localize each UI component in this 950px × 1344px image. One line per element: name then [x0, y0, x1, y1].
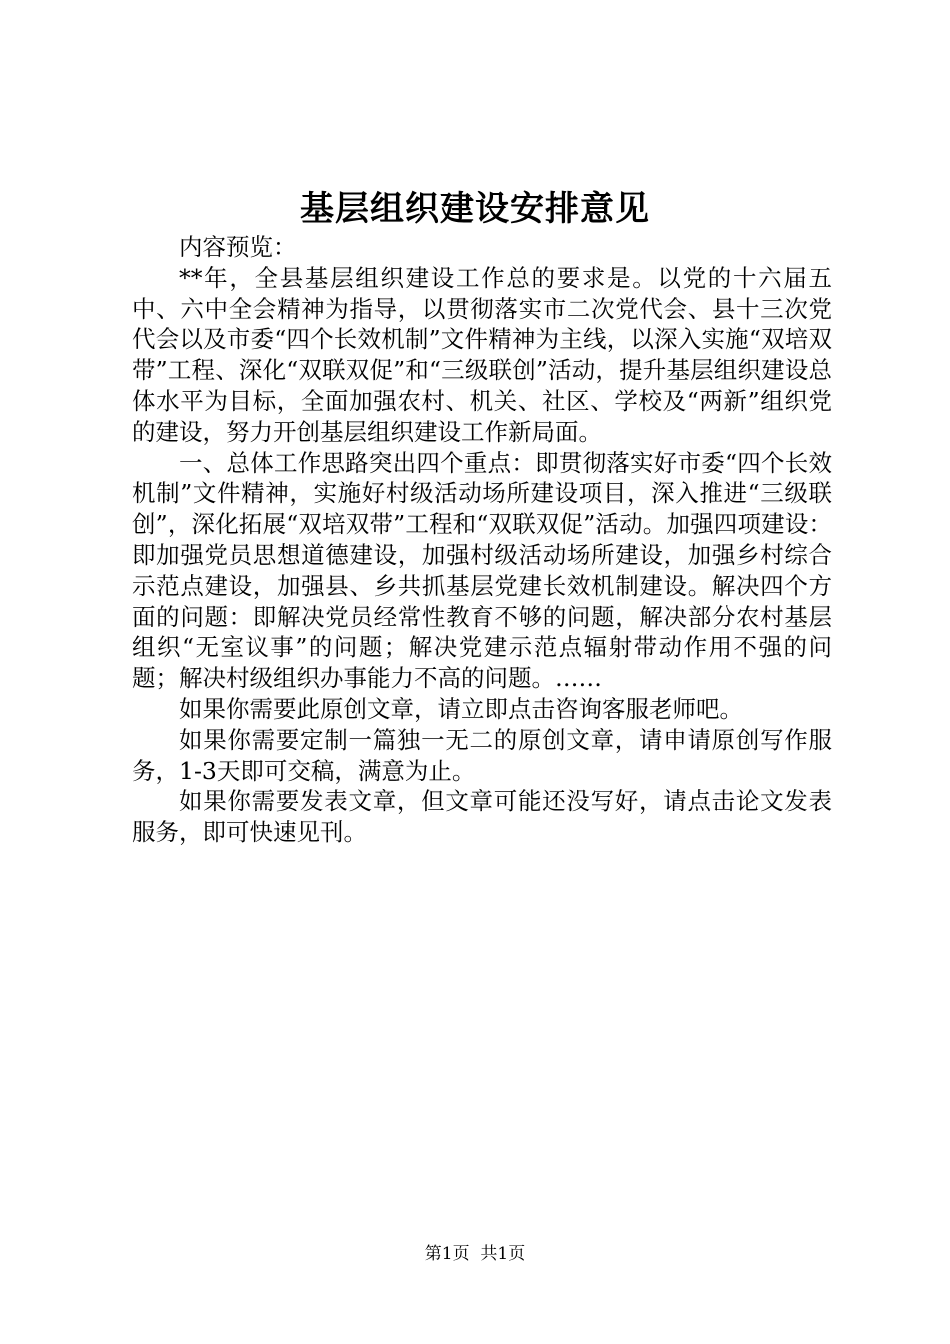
preview-label: 内容预览：: [179, 233, 297, 261]
paragraph-consult-link: 如果你需要此原创文章，请立即点击咨询客服老师吧。: [179, 694, 743, 723]
page-footer: [0, 1242, 950, 1266]
document-title: 基层组织建设安排意见: [300, 189, 650, 229]
paragraph-publishing: 如果你需要发表文章，但文章可能还没写好，请点击论文发表服务，即可快速见刊。: [132, 787, 832, 847]
page-number: 第1页: [424, 1244, 470, 1264]
paragraph-work-plan: 一、总体工作思路突出四个重点：即贯彻落实好市委“四个长效机制”文件精神，实施好村级活动场所建设项目，深入推进“三级联创”，深化拓展“双培双带”工程和“双联双促”活动。加强四项建设：即加强党员思想道德建设，加强村级活动场所建设，加强乡村综合示范点建设，加强县、乡共抓基层党建长效机制建设。解决四个方面的问题：即解决党员经常性教育不够的问题，解决部分农村基层组织“无室议事”的问题；解决党建示范点辐射带动作用不强的问题；解决村级组织办事能力不高的问题。……: [132, 448, 832, 693]
page-total: 共1页: [480, 1244, 526, 1264]
paragraph-custom-writing: 如果你需要定制一篇独一无二的原创文章，请申请原创写作服务，1-3天即可交稿，满意为止。: [132, 725, 832, 785]
paragraph-intro: **年，全县基层组织建设工作总的要求是。以党的十六届五中、六中全会精神为指导，以贯彻落实市二次党代会、县十三次党代会以及市委“四个长效机制”文件精神为主线，以深入实施“双培双带”工程、深化“双联双促”和“三级联创”活动，提升基层组织建设总体水平为目标，全面加强农村、机关、社区、学校及“两新”组织党的建设，努力开创基层组织建设工作新局面。: [132, 263, 832, 446]
document-body: [132, 232, 832, 848]
